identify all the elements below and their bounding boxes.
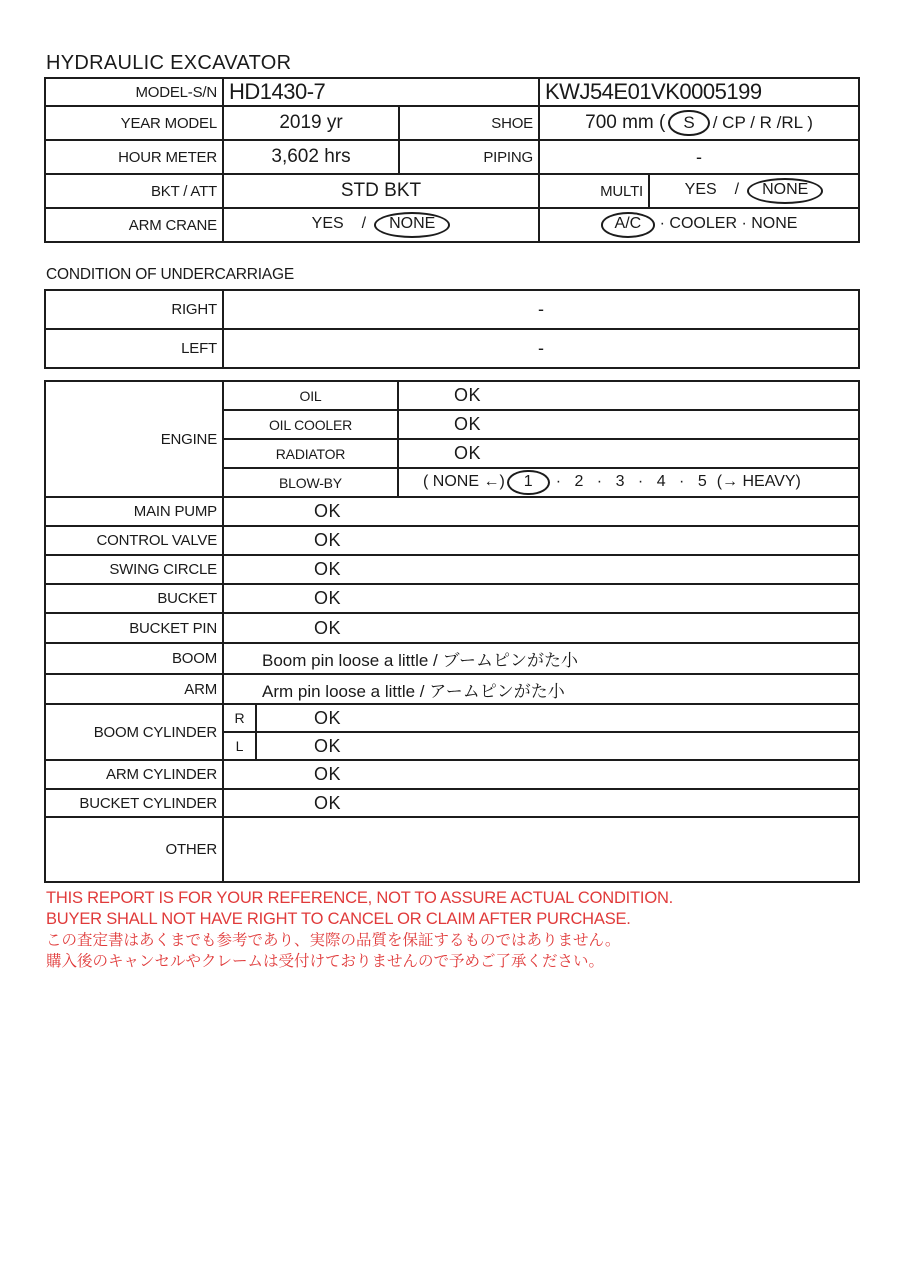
- model-row: [45, 78, 859, 106]
- engine-oil-cooler-value: OK: [398, 410, 859, 439]
- bucket-pin-value: OK: [223, 613, 859, 643]
- arm-row: [45, 674, 859, 704]
- bucket-value: OK: [223, 584, 859, 613]
- boom-cylinder-r-label: R: [223, 704, 256, 732]
- main-pump-label: MAIN PUMP: [45, 497, 223, 526]
- arm-label: ARM: [45, 674, 223, 704]
- arm-cylinder-row: [45, 760, 859, 789]
- shoe-value: [539, 106, 859, 140]
- ac-cooler-rest: · COOLER · NONE: [659, 215, 798, 233]
- model-value: HD1430-7: [223, 78, 539, 106]
- bucket-pin-label: BUCKET PIN: [45, 613, 223, 643]
- disclaimer-block: [46, 888, 673, 972]
- undercarriage-table: [44, 289, 860, 369]
- bucket-pin-row: [45, 613, 859, 643]
- other-value: [223, 817, 859, 882]
- engine-oil-row: [45, 381, 859, 410]
- ac-cooler-value: [539, 208, 859, 242]
- bucket-cylinder-row: [45, 789, 859, 817]
- other-row: [45, 817, 859, 882]
- arm-crane-none-circle: NONE: [374, 212, 450, 238]
- undercarriage-right-row: [45, 290, 859, 329]
- shoe-label: SHOE: [399, 106, 539, 140]
- undercarriage-left-row: [45, 329, 859, 368]
- spec-table: [44, 77, 860, 243]
- undercarriage-section-title: CONDITION OF UNDERCARRIAGE: [46, 266, 294, 283]
- left-label: LEFT: [45, 329, 223, 368]
- blowby-suffix: (→ HEAVY): [716, 472, 801, 490]
- shoe-selected-circle: S: [668, 110, 709, 137]
- arm-crane-slash: /: [361, 215, 367, 233]
- boom-row: [45, 643, 859, 674]
- hour-meter-value: 3,602 hrs: [223, 140, 399, 174]
- boom-cylinder-r-row: [45, 704, 859, 732]
- boom-label: BOOM: [45, 643, 223, 674]
- blowby-prefix: ( NONE ←): [423, 472, 505, 490]
- armcrane-ac-row: [45, 208, 859, 242]
- disclaimer-line-3: この査定書はあくまでも参考であり、実際の品質を保証するものではありません。: [46, 932, 621, 949]
- shoe-size: 700 mm (: [585, 111, 666, 133]
- boom-cylinder-l-label: L: [223, 732, 256, 760]
- multi-value: [649, 174, 859, 208]
- engine-oil-value: OK: [398, 381, 859, 410]
- condition-table: [44, 380, 860, 883]
- blowby-label: BLOW-BY: [223, 468, 398, 497]
- multi-label: MULTI: [539, 174, 649, 208]
- blowby-value: [398, 468, 859, 497]
- control-valve-value: OK: [223, 526, 859, 555]
- shoe-options: / CP / R /RL ): [712, 112, 813, 132]
- disclaimer-line-2: BUYER SHALL NOT HAVE RIGHT TO CANCEL OR CLAIM AFTER PURCHASE.: [46, 910, 631, 928]
- arm-crane-label: ARM CRANE: [45, 208, 223, 242]
- hour-piping-row: [45, 140, 859, 174]
- arm-cylinder-label: ARM CYLINDER: [45, 760, 223, 789]
- model-label: MODEL-S/N: [45, 78, 223, 106]
- piping-value: -: [539, 140, 859, 174]
- bucket-label: BUCKET: [45, 584, 223, 613]
- engine-label: ENGINE: [45, 381, 223, 497]
- main-pump-value: OK: [223, 497, 859, 526]
- blowby-scale: · 2 · 3 · 4 · 5: [555, 472, 707, 490]
- boom-cylinder-label: BOOM CYLINDER: [45, 704, 223, 760]
- bkt-multi-row: [45, 174, 859, 208]
- other-label: OTHER: [45, 817, 223, 882]
- bucket-cylinder-value: OK: [223, 789, 859, 817]
- control-valve-row: [45, 526, 859, 555]
- year-model-value: 2019 yr: [223, 106, 399, 140]
- boom-cylinder-r-value: OK: [256, 704, 859, 732]
- swing-circle-label: SWING CIRCLE: [45, 555, 223, 584]
- multi-yes: YES: [684, 181, 717, 199]
- bkt-att-value: STD BKT: [223, 174, 539, 208]
- swing-circle-value: OK: [223, 555, 859, 584]
- bucket-cylinder-label: BUCKET CYLINDER: [45, 789, 223, 817]
- arm-crane-value: [223, 208, 539, 242]
- arm-value: Arm pin loose a little / アームピンがた小: [223, 674, 859, 704]
- hour-meter-label: HOUR METER: [45, 140, 223, 174]
- boom-value: Boom pin loose a little / ブームピンがた小: [223, 643, 859, 674]
- boom-cylinder-l-value: OK: [256, 732, 859, 760]
- bkt-att-label: BKT / ATT: [45, 174, 223, 208]
- multi-none-circle: NONE: [747, 178, 823, 204]
- main-pump-row: [45, 497, 859, 526]
- multi-slash: /: [734, 181, 740, 199]
- engine-radiator-label: RADIATOR: [223, 439, 398, 468]
- arm-crane-yes: YES: [311, 215, 344, 233]
- piping-label: PIPING: [399, 140, 539, 174]
- swing-circle-row: [45, 555, 859, 584]
- right-label: RIGHT: [45, 290, 223, 329]
- right-value: -: [223, 290, 859, 329]
- engine-oil-label: OIL: [223, 381, 398, 410]
- disclaimer-line-4: 購入後のキャンセルやクレームは受付けておりませんので予めご了承ください。: [46, 953, 605, 970]
- ac-circle: A/C: [601, 212, 656, 238]
- control-valve-label: CONTROL VALVE: [45, 526, 223, 555]
- year-model-label: YEAR MODEL: [45, 106, 223, 140]
- blowby-selected-circle: 1: [507, 470, 550, 496]
- year-shoe-row: [45, 106, 859, 140]
- engine-oil-cooler-label: OIL COOLER: [223, 410, 398, 439]
- arm-cylinder-value: OK: [223, 760, 859, 789]
- page-title: HYDRAULIC EXCAVATOR: [46, 52, 292, 74]
- disclaimer-line-1: THIS REPORT IS FOR YOUR REFERENCE, NOT TO ASSURE ACTUAL CONDITION.: [46, 889, 674, 907]
- left-value: -: [223, 329, 859, 368]
- bucket-row: [45, 584, 859, 613]
- engine-radiator-value: OK: [398, 439, 859, 468]
- serial-value: KWJ54E01VK0005199: [539, 78, 859, 106]
